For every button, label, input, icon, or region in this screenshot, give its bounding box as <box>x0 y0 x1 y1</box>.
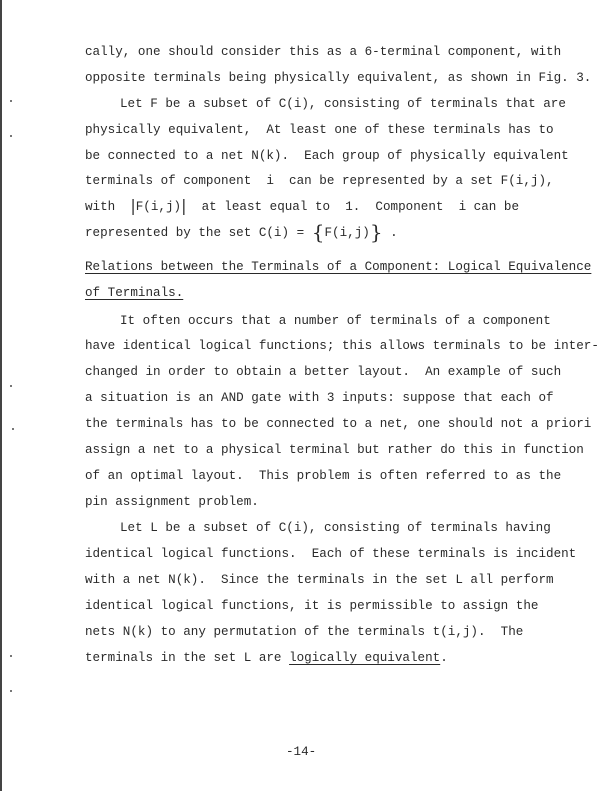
text-line: have identical logical functions; this allows terminals to be inter- <box>85 339 599 353</box>
text-line: assign a net to a physical terminal but rather do this in function <box>85 443 584 457</box>
text-line: terminals of component i can be represented by a set F(i,j), <box>85 174 554 188</box>
text: with <box>85 200 123 214</box>
text-line: changed in order to obtain a better layout. An example of such <box>85 365 562 379</box>
text-line: pin assignment problem. <box>85 495 259 509</box>
text-line: nets N(k) to any permutation of the terminals t(i,j). The <box>85 625 524 639</box>
text-line: opposite terminals being physically equivalent, as shown in Fig. 3. <box>85 71 592 85</box>
text-line: Let F be a subset of C(i), consisting of terminals that are <box>120 97 566 111</box>
abs-bar: | <box>130 196 136 215</box>
text: represented by the set C(i) = <box>85 226 312 240</box>
text-line: identical logical functions, it is permissible to assign the <box>85 599 539 613</box>
scan-speck <box>10 100 12 102</box>
text-line <box>85 198 519 215</box>
right-brace: } <box>369 220 383 244</box>
page-number: -14- <box>286 745 317 759</box>
text-line: the terminals has to be connected to a net, one should not a priori <box>85 417 592 431</box>
scan-speck <box>12 428 14 430</box>
abs-bar: | <box>181 196 187 215</box>
text-line: cally, one should consider this as a 6-terminal component, with <box>85 45 562 59</box>
text-line: of an optimal layout. This problem is often referred to as the <box>85 469 562 483</box>
text-line: identical logical functions. Each of these terminals is incident <box>85 547 577 561</box>
text: . <box>440 651 448 665</box>
text-line <box>85 650 448 666</box>
text-line: be connected to a net N(k). Each group of physically equivalent <box>85 149 569 163</box>
section-heading: Relations between the Terminals of a Component: Logical Equivalence <box>85 260 592 274</box>
scan-speck <box>10 655 12 657</box>
scan-edge <box>0 0 2 791</box>
scan-speck <box>10 690 12 692</box>
text-line: physically equivalent, At least one of these terminals has to <box>85 123 554 137</box>
text-line: Let L be a subset of C(i), consisting of terminals having <box>120 521 551 535</box>
left-brace: { <box>311 220 325 244</box>
text-line: a situation is an AND gate with 3 inputs: suppose that each of <box>85 391 554 405</box>
section-heading: of Terminals. <box>85 286 184 300</box>
text: at least equal to 1. Component i can be <box>186 200 520 214</box>
text: . <box>382 226 398 240</box>
scan-speck <box>10 135 12 137</box>
text-line <box>85 220 398 244</box>
text-line: It often occurs that a number of terminals of a component <box>120 314 551 328</box>
math-expression: F(i,j) <box>324 226 370 240</box>
text-line: with a net N(k). Since the terminals in the set L all perform <box>85 573 554 587</box>
math-expression: F(i,j) <box>135 200 182 214</box>
text: terminals in the set L are <box>85 651 290 665</box>
scan-speck <box>10 385 12 387</box>
emphasized-term: logically equivalent <box>289 651 441 665</box>
